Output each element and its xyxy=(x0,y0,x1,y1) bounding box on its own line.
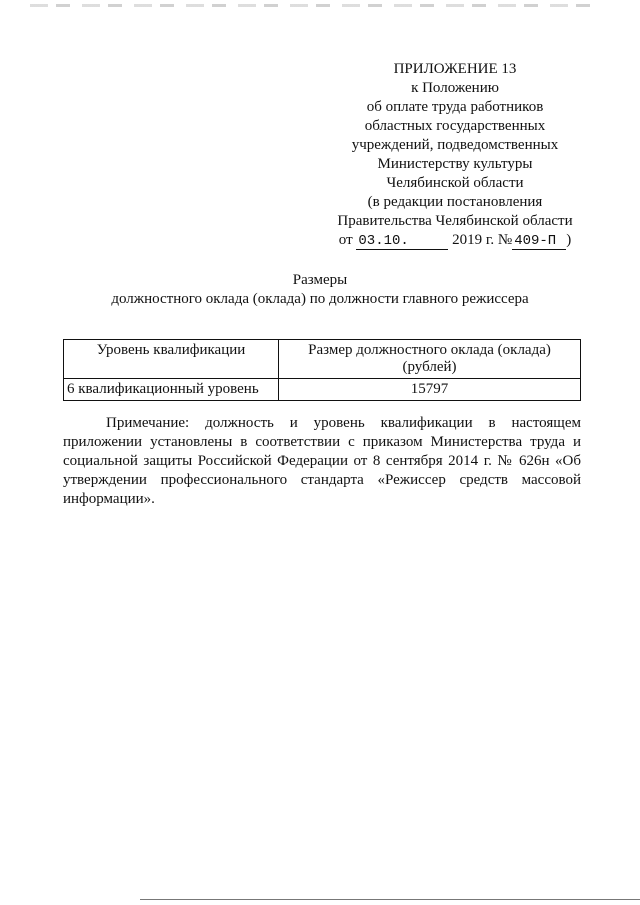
decree-date-line xyxy=(330,231,580,250)
decree-number-field: 409-П xyxy=(512,234,566,250)
appendix-line: Правительства Челябинской области xyxy=(337,213,573,229)
document-heading xyxy=(60,271,580,309)
note-paragraph: Примечание: должность и уровень квалификации в настоящем приложении установлены в соответствии с приказом Министерства труда и социальной защиты Российской Федерации от 8 сентября 2014 г. № 626н «Об утверждении профессионального стандарта «Режиссер средств массовой информации». xyxy=(63,415,581,507)
salary-table xyxy=(63,339,581,401)
appendix-line: областных государственных xyxy=(364,118,546,134)
cell-qualification-level: 6 квалификационный уровень xyxy=(64,379,279,401)
heading-line-1: Размеры xyxy=(292,272,348,288)
appendix-line: учреждений, подведомственных xyxy=(351,137,559,153)
appendix-line: Челябинской области xyxy=(386,175,524,191)
appendix-line: (в редакции постановления xyxy=(367,194,543,210)
table-header-row xyxy=(64,340,581,379)
appendix-line: к Положению xyxy=(411,80,499,96)
cell-salary-amount: 15797 xyxy=(279,379,581,401)
appendix-header xyxy=(330,60,580,250)
decree-date-field: 03.10. xyxy=(356,234,448,250)
appendix-title: ПРИЛОЖЕНИЕ 13 xyxy=(393,61,517,77)
scan-artifact-bottom xyxy=(140,899,640,900)
appendix-line: об оплате труда работников xyxy=(366,99,544,115)
table-row xyxy=(64,379,581,401)
closing-paren: ) xyxy=(566,232,572,248)
decree-year-text: 2019 г. № xyxy=(452,232,513,248)
scan-artifact-top xyxy=(30,4,590,7)
date-prefix: от xyxy=(338,232,353,248)
heading-line-2: должностного оклада (оклада) по должности главного режиссера xyxy=(111,291,529,307)
column-header-qualification: Уровень квалификации xyxy=(64,340,279,379)
appendix-line: Министерству культуры xyxy=(377,156,533,172)
column-header-salary: Размер должностного оклада (оклада) (рублей) xyxy=(279,340,581,379)
